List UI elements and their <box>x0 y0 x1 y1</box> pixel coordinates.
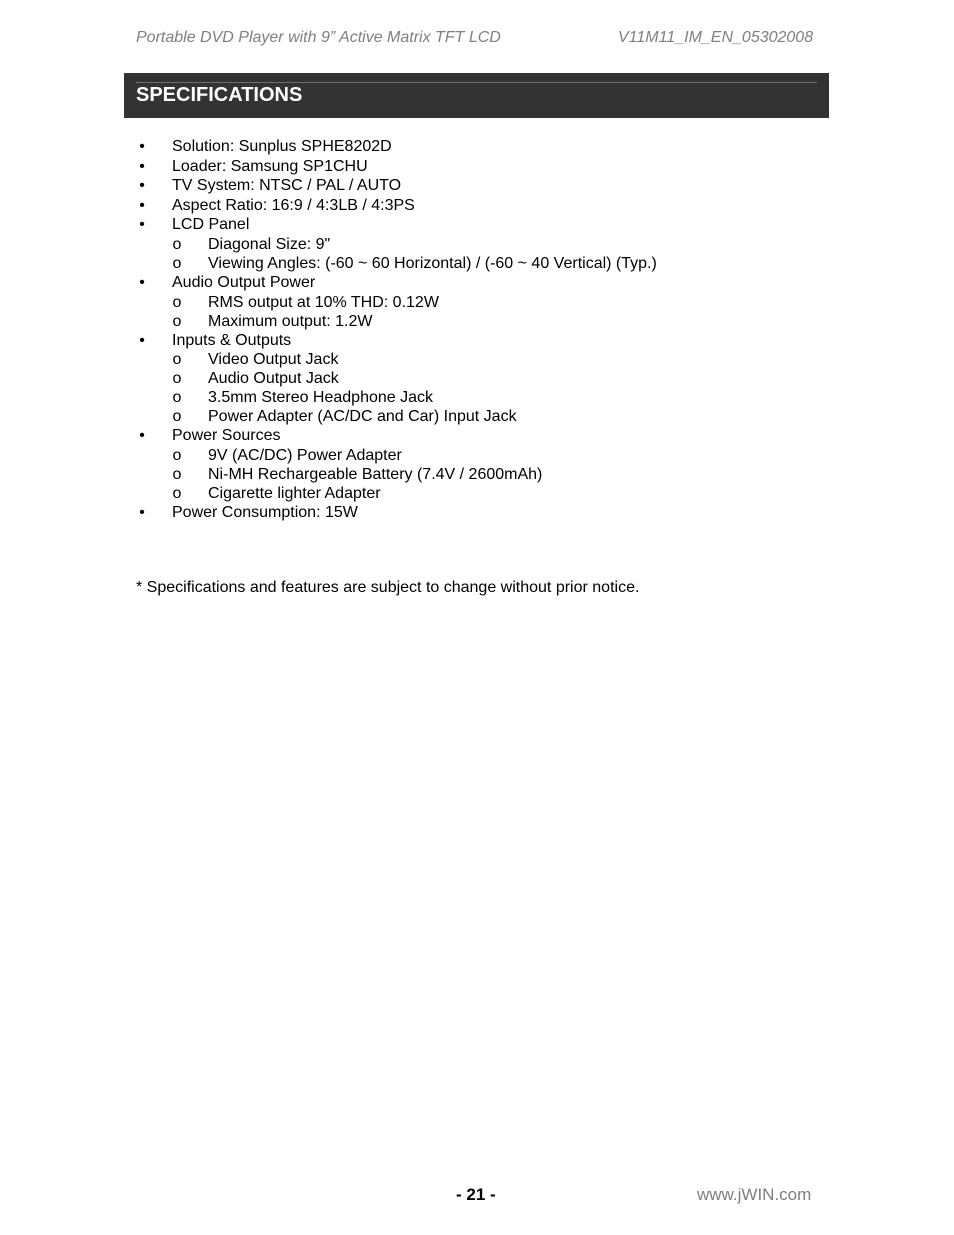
spec-subitem <box>136 235 836 254</box>
spec-subitem-text: Viewing Angles: (-60 ~ 60 Horizontal) / (-60 ~ 40 Vertical) (Typ.) <box>208 254 657 272</box>
header-document-code: V11M11_IM_EN_05302008 <box>618 29 814 46</box>
spec-subitem <box>136 407 836 426</box>
page-number: - 21 - <box>456 1185 496 1204</box>
bullet-icon: • <box>139 331 145 349</box>
bullet-icon: • <box>139 138 145 155</box>
disclaimer-note: * Specifications and features are subject to change without prior notice. <box>136 579 640 596</box>
bullet-icon: • <box>139 216 145 234</box>
circle-bullet-icon: o <box>172 370 182 388</box>
spec-subitem <box>136 388 836 407</box>
spec-item-text: TV System: NTSC / PAL / AUTO <box>172 177 402 195</box>
spec-subitem <box>136 254 836 273</box>
circle-bullet-icon: o <box>172 235 182 253</box>
bullet-icon: • <box>139 503 145 521</box>
spec-item <box>136 215 836 235</box>
spec-item <box>136 503 836 523</box>
header-document-title: Portable DVD Player with 9” Active Matrix TFT LCD <box>136 29 501 46</box>
spec-item <box>136 331 836 351</box>
website-url: www.jWIN.com <box>697 1185 812 1204</box>
circle-bullet-icon: o <box>172 465 182 483</box>
spec-item <box>136 157 836 177</box>
circle-bullet-icon: o <box>172 293 182 311</box>
spec-subitem <box>136 484 836 503</box>
spec-item <box>136 196 836 216</box>
spec-subitem-text: Maximum output: 1.2W <box>208 312 373 330</box>
spec-subitem-text: Diagonal Size: 9" <box>208 235 331 253</box>
spec-subitem-text: Cigarette lighter Adapter <box>208 484 381 502</box>
circle-bullet-icon: o <box>172 446 182 464</box>
spec-subitem <box>136 293 836 312</box>
spec-subitem <box>136 465 836 484</box>
circle-bullet-icon: o <box>172 351 182 369</box>
spec-subitem-text: RMS output at 10% THD: 0.12W <box>208 293 439 311</box>
spec-subitem <box>136 350 836 369</box>
section-title: SPECIFICATIONS <box>136 84 303 106</box>
specifications-list <box>136 137 836 522</box>
spec-item-text: Inputs & Outputs <box>172 331 292 349</box>
bullet-icon: • <box>139 157 145 175</box>
spec-item-text: LCD Panel <box>172 216 250 234</box>
spec-subitem-text: Power Adapter (AC/DC and Car) Input Jack <box>208 408 517 426</box>
spec-subitem-text: Ni-MH Rechargeable Battery (7.4V / 2600mAh) <box>208 465 543 483</box>
spec-subitem-text: 9V (AC/DC) Power Adapter <box>208 446 402 464</box>
spec-subitem <box>136 446 836 465</box>
circle-bullet-icon: o <box>172 484 182 502</box>
spec-item-text: Solution: Sunplus SPHE8202D <box>172 138 392 155</box>
spec-item <box>136 176 836 196</box>
spec-subitem-text: Video Output Jack <box>208 351 339 369</box>
circle-bullet-icon: o <box>172 389 182 407</box>
spec-item-text: Audio Output Power <box>172 273 316 291</box>
bullet-icon: • <box>139 177 145 195</box>
spec-item-text: Loader: Samsung SP1CHU <box>172 157 368 175</box>
spec-subitem <box>136 312 836 331</box>
spec-item-text: Power Consumption: 15W <box>172 503 358 521</box>
bullet-icon: • <box>139 427 145 445</box>
circle-bullet-icon: o <box>172 254 182 272</box>
section-header-rule <box>136 82 817 83</box>
circle-bullet-icon: o <box>172 312 182 330</box>
spec-item-text: Power Sources <box>172 427 281 445</box>
section-header-bar <box>124 73 829 118</box>
spec-item <box>136 426 836 446</box>
spec-item <box>136 137 836 157</box>
spec-subitem <box>136 369 836 388</box>
circle-bullet-icon: o <box>172 408 182 426</box>
bullet-icon: • <box>139 273 145 291</box>
spec-subitem-text: 3.5mm Stereo Headphone Jack <box>208 389 434 407</box>
spec-item-text: Aspect Ratio: 16:9 / 4:3LB / 4:3PS <box>172 196 415 214</box>
spec-item <box>136 273 836 293</box>
bullet-icon: • <box>139 196 145 214</box>
spec-subitem-text: Audio Output Jack <box>208 370 339 388</box>
